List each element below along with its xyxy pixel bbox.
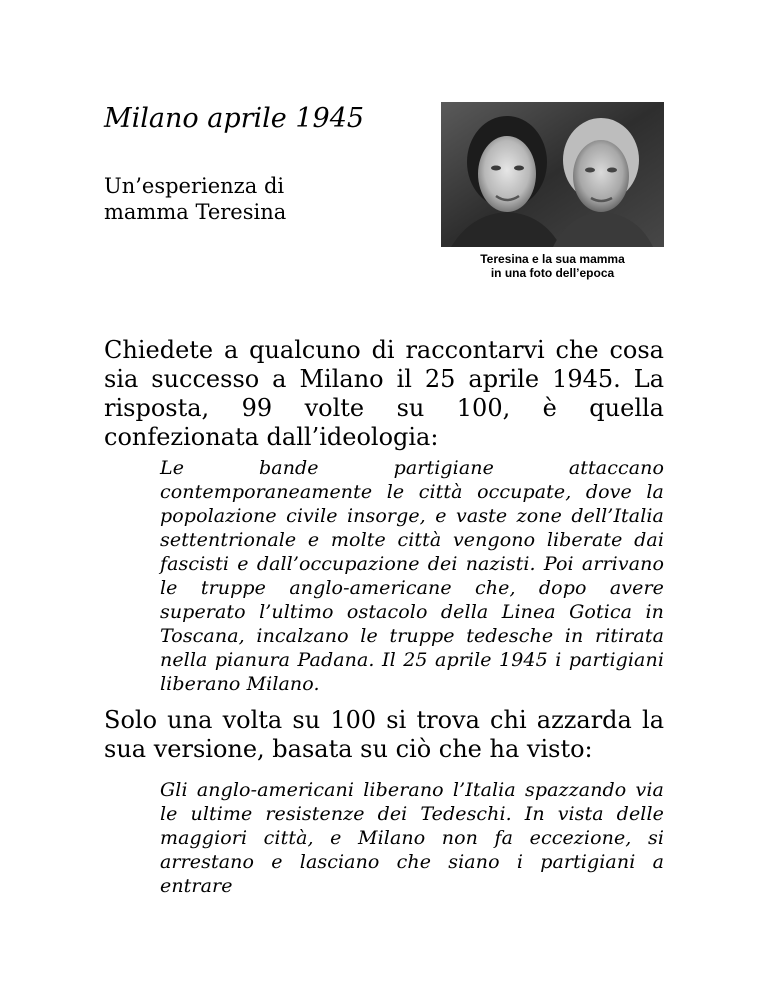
- eyewitness-version-quote: Gli anglo-americani liberano l’Italia spazzando via le ultime resistenze dei Tedeschi. In vista delle maggiori città, e Milano non fa eccezione, si arrestano e lasciano che siano i partigiani a entrare: [160, 779, 664, 897]
- intro-paragraph: Chiedete a qualcuno di raccontarvi che cosa sia successo a Milano il 25 aprile 1945. La risposta, 99 volte su 100, è quella confezionata dall’ideologia:: [104, 336, 664, 451]
- document-heading: Milano aprile 1945: [104, 103, 365, 134]
- photo-caption-line-1: Teresina e la sua mamma: [480, 252, 625, 266]
- subtitle-line-1: Un’esperienza di: [104, 174, 285, 198]
- document-subtitle: [104, 173, 286, 225]
- official-version-quote: Le bande partigiane attaccano contemporaneamente le città occupate, dove la popolazione civile insorge, e vaste zone dell’Italia settentrionale e molte città vengono liberate dai fascisti e dall’occupazione dei nazisti. Poi arrivano le truppe anglo-americane che, dopo avere superato l’ultimo ostacolo della Linea Gotica in Toscana, incalzano le truppe tedesche in ritirata nella pianura Padana. Il 25 aprile 1945 i partigiani liberano Milano.: [160, 457, 664, 695]
- second-paragraph: Solo una volta su 100 si trova chi azzarda la sua versione, basata su ciò che ha visto:: [104, 706, 664, 763]
- photo-caption-line-2: in una foto dell’epoca: [490, 266, 615, 280]
- subtitle-line-2: mamma Teresina: [104, 200, 287, 224]
- photo-caption: [441, 252, 664, 280]
- historical-photo: [441, 102, 664, 247]
